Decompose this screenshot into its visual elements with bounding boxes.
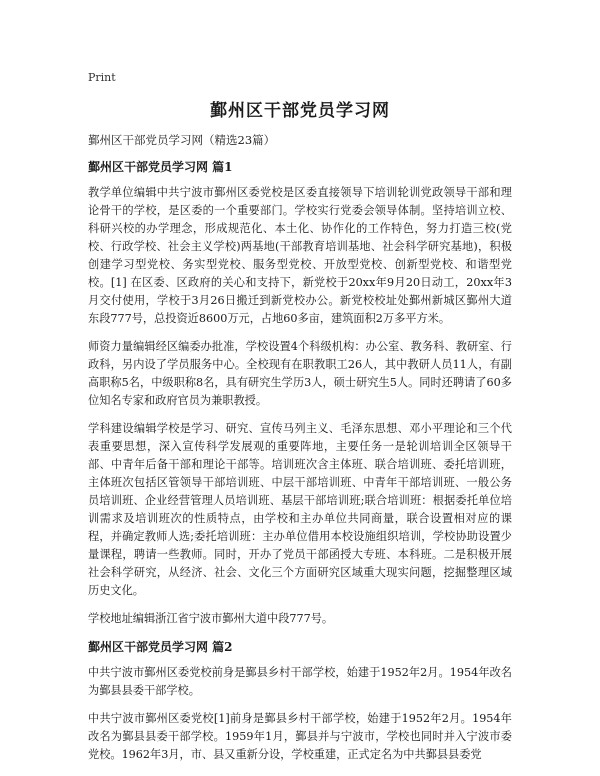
paragraph: 学校地址编辑浙江省宁波市鄞州大道中段777号。: [88, 612, 334, 625]
paragraph: 中共宁波市鄞州区委党校前身是鄞县乡村干部学校，始建于1952年2月。1954年改名为鄞县县委干部学校。: [88, 666, 512, 697]
section-1: [88, 158, 512, 628]
paragraph: 教学单位编辑中共宁波市鄞州区委党校是区委直接领导下培训轮训党政领导干部和理论骨干的学校，是区委的一个重要部门。学校实行党委会领导体制。坚持培训立校、科研兴校的办学理念，形成规范化、本土化、协作化的工作特色，努力打造三校(党校、行政学校、社会主义学校)两基地(干部教育培训基地、社会科学研究基地)，积极创建学习型党校、务实型党校、服务型党校、开放型党校、创新型党校、和谐型党校。[1] 在区委、区政府的关心和支持下，新党校于20xx年9月20日动工，20xx年3月交付使用，学校于3月26日搬迁到新党校办公。新党校校址处鄞州新城区鄞州大道东段777号，总投资近8600万元，占地60多亩，建筑面积2万多平方米。: [88, 186, 512, 325]
section-heading: 鄞州区干部党员学习网 篇2: [88, 640, 233, 654]
paragraph: 师资力量编辑经区编委办批准，学校设置4个科级机构：办公室、教务科、教研室、行政科，另内设了学员服务中心。全校现有在职教职工26人，其中教研人员11人，有副高职称5名，中级职称8名，具有研究生学历3人，硕士研究生5人。同时还聘请了60多位知名专家和政府官员为兼职教授。: [88, 340, 512, 407]
document-title: 鄞州区干部党员学习网: [210, 101, 390, 121]
section-2: [88, 638, 512, 764]
paragraph: 学科建设编辑学校是学习、研究、宣传马列主义、毛泽东思想、邓小平理论和三个代表重要思想，深入宣传科学发展观的重要阵地，主要任务一是轮训培训全区领导干部、中青年后备干部和理论干部等。培训班次含主体班、联合培训班、委托培训班，主体班次包括区管领导干部培训班、中层干部培训班、中青年干部培训班、一般公务员培训班、企业经营管理人员培训班、基层干部培训班;联合培训班：根据委托单位培训需求及培训班次的性质特点，由学校和主办单位共同商量，联合设置相对应的课程，并确定教师人选;委托培训班：主办单位借用本校设施组织培训，学校协助设置少量课程，聘请一些教师。同时，开办了党员干部函授大专班、本科班。二是积极开展社会科学研究，从经济、社会、文化三个方面研究区域重大现实问题，挖掘整理区域历史文化。: [88, 422, 512, 597]
document-content: [88, 158, 512, 774]
document-subtitle: 鄞州区干部党员学习网（精选23篇）: [88, 133, 276, 147]
paragraph: 中共宁波市鄞州区委党校[1]前身是鄞县乡村干部学校，始建于1952年2月。1954年改名为鄞县县委干部学校。1959年1月，鄞县并与宁波市，学校也同时并入宁波市委党校。1962年3月，市、县又重新分设，学校重建，正式定名为中共鄞县县委党: [88, 712, 512, 761]
section-heading: 鄞州区干部党员学习网 篇1: [88, 160, 233, 174]
print-link[interactable]: Print: [88, 71, 116, 84]
